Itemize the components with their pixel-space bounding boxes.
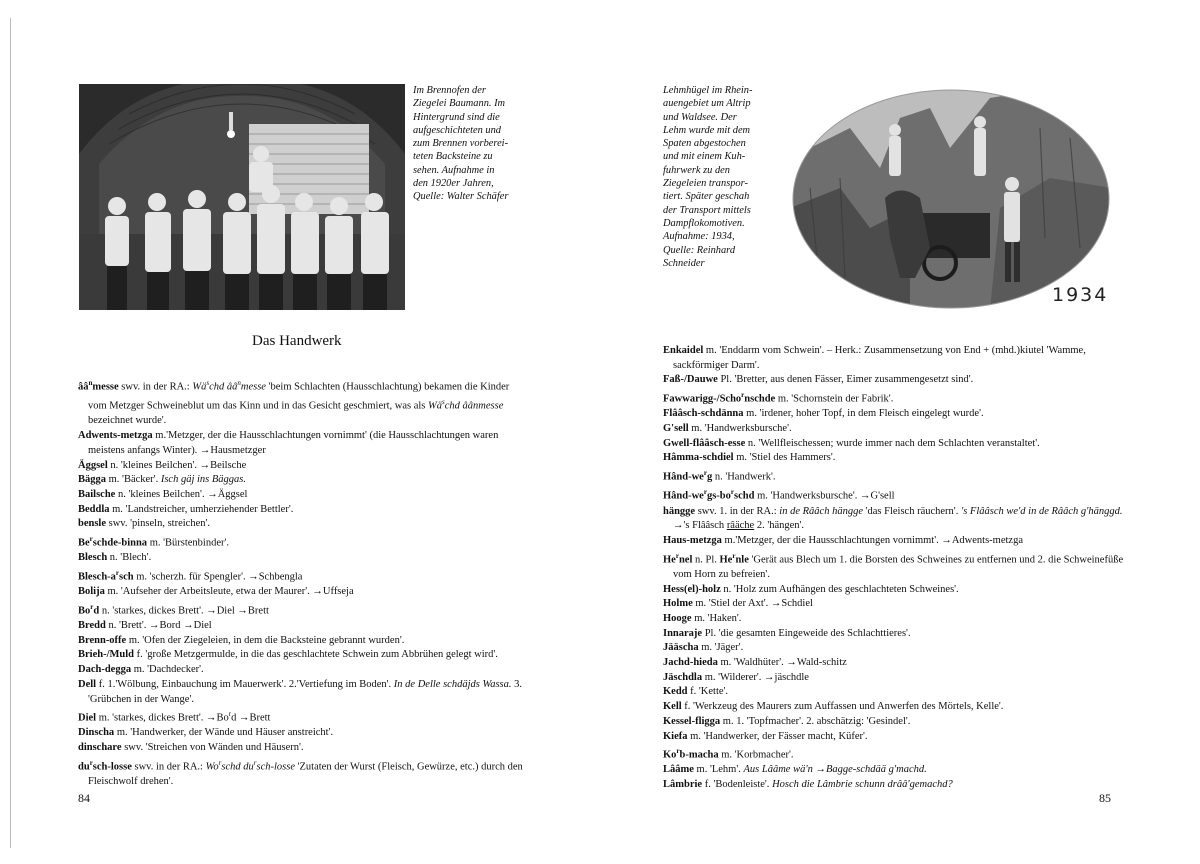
entry-text: sch-losse: [256, 761, 295, 773]
entry-text: r: [218, 758, 222, 767]
headword: Be: [78, 537, 90, 549]
glossary-entries: [663, 344, 1125, 793]
headword: Äggsel: [78, 459, 108, 471]
entry-text: swv. in der RA.:: [118, 381, 193, 393]
headword: Innaraje: [663, 627, 703, 639]
entry-text: Pl. 'die gesamten Eingeweide des Schlachttieres'.: [702, 627, 911, 639]
headword: Kessel-fligga: [663, 715, 721, 727]
headword: r: [90, 602, 94, 611]
caption-line: fuhrwerk zu den: [663, 164, 730, 176]
headword: Blesch: [78, 552, 108, 564]
headword: Bägga: [78, 474, 107, 486]
caption-line: Lehm wurde mit dem: [663, 124, 751, 136]
entry-text: m. 'Handwerker, der Wände und Häuser anstreicht'.: [114, 727, 334, 739]
glossary-entry: [78, 532, 528, 551]
glossary-entry: [78, 473, 528, 488]
headword: schd: [734, 490, 755, 502]
entry-text: m. 'irdener, hoher Topf, in dem Fleisch eingelegt wurde'.: [743, 408, 984, 420]
entry-text: m. 'Handwerksbursche'.: [688, 423, 792, 435]
glossary-entry: [78, 726, 528, 741]
entry-text: m. 'scherzh. für Spengler'. →Schbengla: [133, 571, 303, 583]
entry-text: m. 'Landstreicher, umherziehender Bettler'.: [109, 503, 294, 515]
caption-line: und Waldsee. Der: [663, 111, 737, 123]
entry-text: m. 'Schornstein der Fabrik'.: [775, 393, 894, 405]
caption-line: Aufnahme: 1934,: [663, 231, 735, 243]
caption-line: Im Brennofen der: [413, 85, 486, 96]
entry-text: râäche: [726, 520, 755, 532]
headword: He: [663, 554, 676, 566]
caption-line: der Transport mittels: [663, 204, 751, 216]
entry-text: n. 'Blech'.: [107, 552, 152, 564]
glossary-entry: [663, 505, 1125, 534]
glossary-entry: [663, 437, 1125, 452]
entry-text: n. 'starkes, dickes Brett'. →Diel →Brett: [99, 605, 269, 617]
headword: Bo: [78, 605, 91, 617]
headword: Ko: [663, 749, 677, 761]
glossary-entry: [78, 756, 528, 790]
caption-line: Dampflokomotiven.: [663, 217, 745, 229]
entry-text: m. 'Aufseher der Arbeitsleute, etwa der Maurer'. →Uffseja: [104, 586, 354, 598]
headword: r: [115, 568, 120, 577]
glossary-entry: [663, 534, 1125, 549]
headword: r: [89, 535, 93, 544]
headword: b-macha: [679, 749, 719, 761]
glossary-entry: [663, 671, 1125, 686]
entry-text: f. 'Bodenleiste'.: [702, 779, 773, 791]
caption-line: teten Backsteine zu: [413, 151, 493, 163]
entry-text: Aus Lââme wä'n →Bagge-schdää g'machd.: [743, 764, 927, 776]
glossary-entry: [663, 485, 1125, 504]
entry-text: swv. 1. in der RA.:: [695, 505, 780, 517]
entry-text: n. Pl.: [692, 554, 720, 566]
headword: Hând-we: [663, 490, 704, 502]
headword: r: [703, 488, 707, 497]
glossary-entry: [78, 648, 528, 663]
glossary-entry: [663, 388, 1125, 407]
headword: r: [676, 747, 680, 756]
entry-text: chd âânmesse: [444, 400, 504, 412]
entry-text: Wä: [192, 381, 207, 393]
caption-line: und mit einem Kuh-: [663, 151, 746, 163]
glossary-entry: [78, 585, 528, 600]
entry-text: m. 'Handwerker, der Fässer macht, Küfer'.: [687, 730, 868, 742]
entry-text: messe: [240, 381, 266, 393]
section-title: Das Handwerk: [252, 333, 342, 349]
glossary-entry: [663, 656, 1125, 671]
caption-line: Lehmhügel im Rhein-: [663, 85, 753, 96]
glossary-entry: [78, 634, 528, 649]
entry-text: m. 'starkes, dickes Brett'. →Bo: [96, 712, 229, 724]
glossary-entry: [663, 641, 1125, 656]
headword: Dell: [78, 678, 97, 690]
glossary-entry: [663, 685, 1125, 700]
headword: Fawwarigg-/Scho: [663, 393, 742, 405]
entry-text: →'s Flââsch: [673, 520, 727, 532]
headword: du: [78, 761, 90, 773]
loam-quarry-photo: [790, 88, 1112, 310]
headword: Flââsch-schdänna: [663, 408, 744, 420]
caption-line: sehen. Aufnahme in: [413, 164, 495, 176]
headword: Brieh-/Muld: [78, 649, 135, 661]
headword: r: [675, 551, 679, 560]
glossary-entry: [78, 678, 528, 707]
entry-text: n. 'Wellfleischessen; wurde immer nach dem Schlachten veranstaltet'.: [745, 437, 1040, 449]
entry-text: m. 'Dachdecker'.: [131, 664, 204, 676]
glossary-entry: [663, 763, 1125, 778]
entry-text: Pl. 'Bretter, aus denen Fässer, Eimer zusammengesetzt sind'.: [717, 374, 974, 386]
headword: Gwell-flââsch-esse: [663, 437, 746, 449]
headword: r: [730, 488, 734, 497]
entry-text: 's Flââsch we'd in de Rââch g'hänggd.: [960, 505, 1123, 517]
entry-text: f. 'Werkzeug des Maurers zum Auffassen und Anwerfen des Mörtels, Kelle'.: [681, 701, 1004, 713]
glossary-entry: [78, 707, 528, 726]
right-page: [600, 0, 1200, 864]
headword: Hâmma-schdiel: [663, 452, 734, 464]
entry-text: 'Gerät aus Blech um 1. die Borsten des Schweines zu entfernen und 2. die Schweinefüße vom Horn zu befreien'.: [673, 554, 1124, 580]
headword: Blesch-a: [78, 571, 116, 583]
glossary-entry: [78, 741, 528, 756]
entry-text: m. 1. 'Topfmacher'. 2. abschätzig: 'Gesindel'.: [720, 715, 911, 727]
entry-text: Isch gäj ins Bäggas.: [160, 474, 246, 486]
entry-text: m. 'Korbmacher'.: [718, 749, 794, 761]
headword: Brenn-offe: [78, 634, 127, 646]
headword: Diel: [78, 712, 97, 724]
entry-text: f. 1.'Wölbung, Einbauchung im Mauerwerk'. 2.'Vertiefung im Boden'.: [96, 678, 394, 690]
entry-text: s: [206, 379, 210, 387]
caption-line: den 1920er Jahren,: [413, 178, 494, 190]
photo-date-mark: 1934: [1052, 284, 1109, 306]
entry-text: m. 'Enddarm vom Schwein'. – Herk.: Zusammensetzung von End + (mhd.)kiutel 'Wamme, sackförmiger Darm'.: [673, 345, 1086, 371]
headword: n: [88, 379, 93, 387]
entry-text: f. 'große Metzgermulde, in die das geschlachtete Schwein zum Abbrühen gelegt wird'.: [134, 649, 498, 661]
entry-text: 'Zutaten der Wurst (Fleisch, Gewürze, etc.) durch den Fleischwolf drehen'.: [88, 761, 523, 788]
entry-text: m. 'Wilderer'. →jäschdle: [702, 671, 809, 683]
headword: Bailsche: [78, 488, 116, 500]
entry-text: m. 'Bäcker'.: [106, 474, 161, 486]
glossary-entry: [663, 715, 1125, 730]
headword: gs-bo: [706, 490, 731, 502]
caption-line: tiert. Später geschah: [663, 191, 750, 203]
photo-caption: [413, 84, 508, 204]
glossary-entry: [78, 566, 528, 585]
headword: nle: [735, 554, 749, 566]
headword: Faß-/Dauwe: [663, 374, 718, 386]
caption-line: Ziegelei Baumann. Im: [413, 98, 506, 110]
headword: r: [732, 551, 736, 560]
headword: dinschare: [78, 742, 122, 754]
glossary-entry: [663, 730, 1125, 745]
entry-text: chd ââ: [209, 381, 238, 393]
glossary-entry: [663, 407, 1125, 422]
headword: Haus-metzga: [663, 534, 722, 546]
glossary-entry: [663, 344, 1125, 373]
entry-text: bezeichnet wurde'.: [88, 415, 167, 427]
headword: bensle: [78, 518, 107, 530]
headword: nel: [678, 554, 693, 566]
glossary-entry: [663, 612, 1125, 627]
glossary-entry: [78, 600, 528, 619]
entry-text: 3. 'Grübchen in der Wange'.: [88, 678, 523, 705]
headword: Hess(el)-holz: [663, 583, 721, 595]
page-edge-shadow: [10, 18, 11, 848]
glossary-entry: [78, 429, 528, 458]
glossary-entry: [663, 583, 1125, 598]
glossary-entry: [78, 459, 528, 474]
entry-text: m. 'Stiel der Axt'. →Schdiel: [692, 598, 813, 610]
entry-text: Hosch die Lâmbrie schunn drââ'gemachd?: [772, 779, 953, 791]
caption-line: Spaten abgestochen: [663, 138, 746, 150]
photo-caption: [663, 84, 752, 270]
headword: Beddla: [78, 503, 110, 515]
entry-text: Wo: [205, 761, 219, 773]
entry-text: m. 'Bürstenbinder'.: [147, 537, 230, 549]
glossary-entry: [663, 597, 1125, 612]
headword: hängge: [663, 505, 696, 517]
caption-line: auengebiet um Altrip: [663, 98, 751, 110]
glossary-entry: [663, 451, 1125, 466]
entry-text: n. 'kleines Beilchen'. →Beilsche: [107, 459, 247, 471]
caption-line: Quelle: Reinhard: [663, 244, 736, 256]
entry-text: m. 'Ofen der Ziegeleien, in dem die Backsteine gebrannt wurden'.: [126, 634, 405, 646]
headword: messe: [92, 381, 119, 393]
headword: Bredd: [78, 620, 106, 632]
headword: Kell: [663, 701, 682, 713]
headword: Jäschdla: [663, 671, 703, 683]
caption-line: Quelle: Walter Schäfer: [413, 191, 509, 203]
headword: Jachd-hieda: [663, 657, 718, 669]
glossary-entry: [78, 551, 528, 566]
headword: Dach-degga: [78, 664, 132, 676]
headword: g: [706, 471, 713, 483]
entry-text: m.'Metzger, der die Hausschlachtungen vornimmt' (die Hausschlachtungen waren meistens anfangs Winter). →Hausmetzger: [88, 430, 499, 456]
entry-text: m. 'Jäger'.: [698, 642, 744, 654]
headword: Bolija: [78, 586, 105, 598]
headword: Adwents-metzga: [78, 430, 153, 442]
entry-text: swv. 'pinseln, streichen'.: [106, 518, 211, 530]
glossary-entry: [663, 549, 1125, 583]
glossary-entry: [663, 700, 1125, 715]
glossary-entry: [663, 778, 1125, 793]
entry-text: s: [442, 398, 445, 407]
headword: ââ: [78, 381, 89, 393]
entry-text: m. 'Lehm'.: [693, 764, 744, 776]
entry-text: r: [253, 758, 257, 767]
glossary-entry: [78, 619, 528, 634]
caption-line: Schneider: [663, 257, 705, 269]
headword: Hând-we: [663, 471, 704, 483]
headword: r: [741, 391, 745, 400]
entry-text: In de Delle schdäjds Wassa.: [393, 678, 512, 690]
glossary-entry: [78, 663, 528, 678]
headword: Kiefa: [663, 730, 688, 742]
glossary-entry: [663, 373, 1125, 388]
entry-text: d →Brett: [231, 712, 271, 724]
caption-line: Ziegeleien transpor-: [663, 178, 748, 190]
entry-text: n. 'Brett'. →Bord →Diel: [105, 620, 212, 632]
entry-text: n. 'kleines Beilchen'. →Äggsel: [115, 488, 248, 500]
page-number: 85: [1099, 791, 1111, 805]
headword: Lâmbrie: [663, 779, 703, 791]
headword: Hooge: [663, 612, 692, 624]
headword: Jääscha: [663, 642, 699, 654]
entry-text: f. 'Kette'.: [687, 686, 729, 698]
entry-text: m. 'Stiel des Hammers'.: [733, 452, 836, 464]
headword: Holme: [663, 598, 693, 610]
headword: schde-binna: [92, 537, 148, 549]
entry-text: schd du: [221, 761, 254, 773]
headword: G'sell: [663, 423, 689, 435]
entry-text: m. 'Haken'.: [691, 612, 742, 624]
glossary-entry: [78, 376, 528, 429]
caption-line: aufgeschichteten und: [413, 124, 502, 136]
glossary-entry: [663, 744, 1125, 763]
headword: d: [93, 605, 100, 617]
headword: He: [719, 554, 733, 566]
headword: Dinscha: [78, 727, 115, 739]
glossary-entry: [78, 488, 528, 503]
entry-text: swv. in der RA.:: [131, 761, 206, 773]
glossary-entry: [78, 503, 528, 518]
glossary-entry: [663, 422, 1125, 437]
entry-text: r: [228, 710, 232, 719]
caption-line: Hintergrund sind die: [413, 111, 500, 123]
headword: sch: [119, 571, 134, 583]
headword: Kedd: [663, 686, 688, 698]
brick-kiln-workers-photo: [79, 84, 405, 310]
glossary-entry: [78, 517, 528, 532]
page-number: 84: [78, 791, 90, 805]
headword: nschde: [744, 393, 776, 405]
glossary-entries: [78, 376, 528, 790]
entry-text: Wä: [428, 400, 443, 412]
caption-line: zum Brennen vorberei-: [413, 138, 509, 150]
headword: Lââme: [663, 764, 694, 776]
headword: r: [703, 469, 707, 478]
entry-text: n. 'Handwerk'.: [712, 471, 776, 483]
entry-text: in de Rââch hängge: [779, 505, 863, 517]
headword: sch-losse: [92, 761, 132, 773]
glossary-entry: [663, 466, 1125, 485]
entry-text: n. 'Holz zum Aufhängen des geschlachteten Schweines'.: [720, 583, 959, 595]
entry-text: 'beim Schlachten (Hausschlachtung) bekamen die Kinder vom Metzger Schweineblut um das Kinn und in das Gesicht geschmiert, was als: [88, 381, 510, 412]
entry-text: 2. 'hängen'.: [754, 520, 805, 532]
entry-text: swv. 'Streichen von Wänden und Häusern'.: [121, 742, 304, 754]
headword: r: [89, 758, 93, 767]
entry-text: m. 'Waldhüter'. →Wald-schitz: [717, 657, 847, 669]
entry-text: m.'Metzger, der die Hausschlachtungen vornimmt'. →Adwents-metzga: [721, 534, 1023, 546]
entry-text: m. 'Handwerksbursche'. →G'sell: [754, 490, 895, 502]
entry-text: n: [237, 379, 241, 387]
headword: Enkaidel: [663, 345, 704, 356]
glossary-entry: [663, 627, 1125, 642]
entry-text: 'das Fleisch räuchern'.: [862, 505, 961, 517]
